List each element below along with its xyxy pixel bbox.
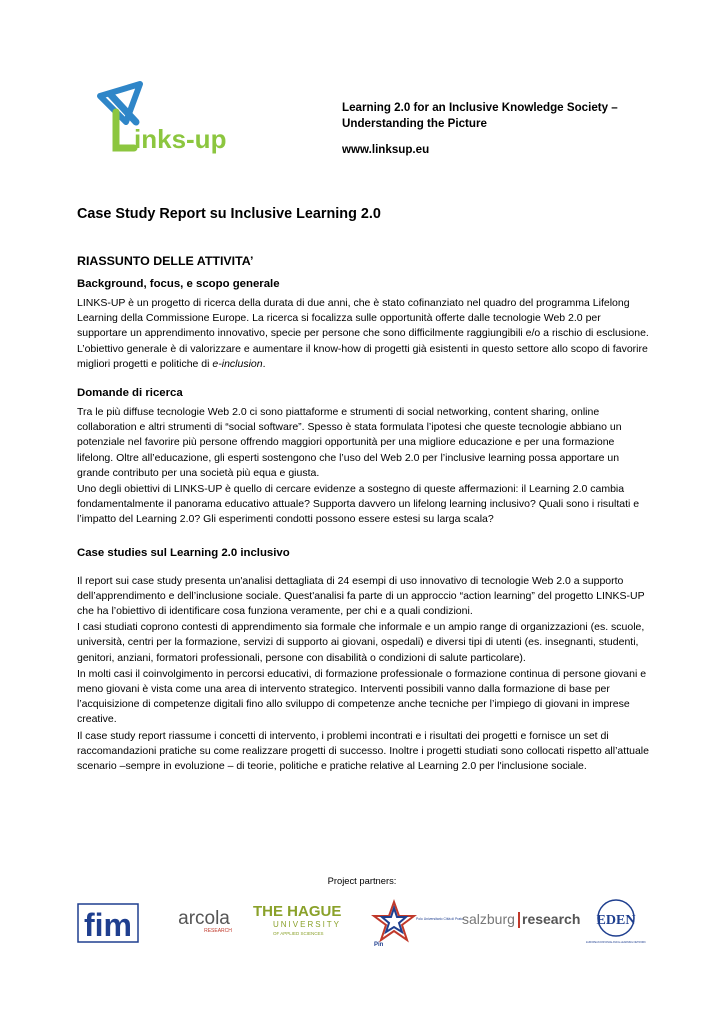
fim-logo [76,894,142,950]
document-header [342,100,672,158]
paragraph-case-1: Il report sui case study presenta un'analisi dettagliata di 24 esempi di uso innovativo di tecnologie Web 2.0 a supporto dell’apprendimento e dell’inclusione sociale. Quest'analisi fa parte di un approccio “action learning” del progetto LINKS-UP che ha l’obiettivo di identificare cosa funziona veramente, per chi e a quali condizioni. [77,574,645,618]
arcola-logo [172,894,236,950]
eden-logo-text: EDEN [596,913,636,928]
heading-research-questions: Domande di ricerca [77,387,183,400]
paragraph-background [77,296,651,372]
paragraph-case-4: Il case study report riassume i concetti di intervento, i problemi incontrati e i risultati dei progetti e fornisce un set di raccomandazioni pratiche su come realizzare progetti di successo. Inoltre i progetti studiati sono collocati rispetto all’attuale scenario –sempre in evoluzione – di teorie, politiche e pratiche relative al Learning 2.0 per l'inclusione sociale. [77,729,649,773]
pin-prato-logo [372,894,464,950]
heading-case-studies: Case studies sul Learning 2.0 inclusivo [77,546,290,559]
eden-logo [586,894,646,950]
salzburg-research-logo [462,894,581,950]
document-body [77,254,651,775]
arcola-logo-sub: RESEARCH [204,928,232,934]
header-title-line1: Learning 2.0 for an Inclusive Knowledge Society – [342,101,618,114]
header-url-link[interactable]: www.linksup.eu [342,143,430,156]
header-title-line2: Understanding the Picture [342,117,487,130]
paragraph-case-3: In molti casi il coinvolgimento in percorsi educativi, di formazione professionale o formazione continua di persone giovani e meno giovani è vista come una area di intervento strategico. Interventi possibili vanno dalla formazione di base per l’acquisizione di competenze digitali fino allo sviluppo di competenze anche tecniche per l’impiego di giovani in imprese creative. [77,667,647,726]
hague-logo-line3: OF APPLIED SCIENCES [273,931,324,936]
hague-logo-line1: THE HAGUE [253,903,342,920]
paragraph-background-end: . [262,357,266,370]
partners-logos [76,894,648,950]
paragraph-research-1: Tra le più diffuse tecnologie Web 2.0 ci sono piattaforme e strumenti di social networking, content sharing, online collaboration e altri strumenti di “social software”. Spesso è stata formulata l’ipotesi che queste tecnologie abbiano un potenziale nel favorire più persone offrendo maggiori opportunità per una migliore educazione e per una formazione lifelong. Oltre all’educazione, gli esperti sostengono che l’uso del Web 2.0 per l’inclusive learning possa apportare un grande contributo per una società più equa e giusta. [77,406,622,479]
heading-background: Background, focus, e scopo generale [77,278,280,290]
salzburg-logo-text-a: salzburg [462,911,515,927]
paragraph-case-2: I casi studiati coprono contesti di apprendimento sia formale che informale e un ampio range di organizzazioni (es. scuole, università, centri per la formazione, servizi di supporto ai giovani, ospedali) e diversi tipi di utenti (es. insegnanti, studenti, genitori, anziani, formatori professionali, persone con disabilità o condizioni di salute particolare). [77,621,645,664]
paragraph-research-2: Uno degli obiettivi di LINKS-UP è quello di cercare evidenze a sostegno di queste affermazioni: il Learning 2.0 cambia fondamentalmente il panorama educativo attuale? Supporta davvero un lifelong learning inclusivo? Quali sono i risultati e l’impatto del Learning 2.0? Gli esperimenti condotti possono essere estesi su larga scala? [77,483,640,526]
paragraph-background-italic: e-inclusion [212,357,263,370]
pin-logo-sub: Polo Universitario Città di Prato [416,917,464,921]
hague-logo-line2: UNIVERSITY [273,920,342,929]
links-up-logo [92,78,252,158]
section-title: RIASSUNTO DELLE ATTIVITA’ [77,254,254,268]
document-title: Case Study Report su Inclusive Learning 2.0 [77,206,381,222]
partners-label: Project partners: [327,875,397,886]
pin-logo-text: Pin [374,942,384,948]
svg-text:inks-up: inks-up [134,124,227,154]
hague-university-logo [251,894,351,950]
salzburg-logo-text-b: research [522,911,581,927]
arcola-logo-text: arcola [178,908,230,929]
paragraph-background-text: LINKS-UP è un progetto di ricerca della durata di due anni, che è stato cofinanziato nel quadro del programma Lifelong Learning della Commissione Europe. La ricerca si focalizza sulle opportunità offerte dalle tecnologie Web 2.0 per supportare un apprendimento innovativo, specie per persone che sono difficilmente raggiungibili e/o a rischio di esclusione. L’obiettivo generale è di valorizzare e aumentare il know-how di progetti già esistenti in questo settore allo scopo di favorire migliori progetti e politiche di [77,297,649,370]
eden-logo-sub: EUROPEAN DISTANCE AND E-LEARNING NETWORK [586,941,646,944]
fim-logo-text: fim [84,907,132,943]
